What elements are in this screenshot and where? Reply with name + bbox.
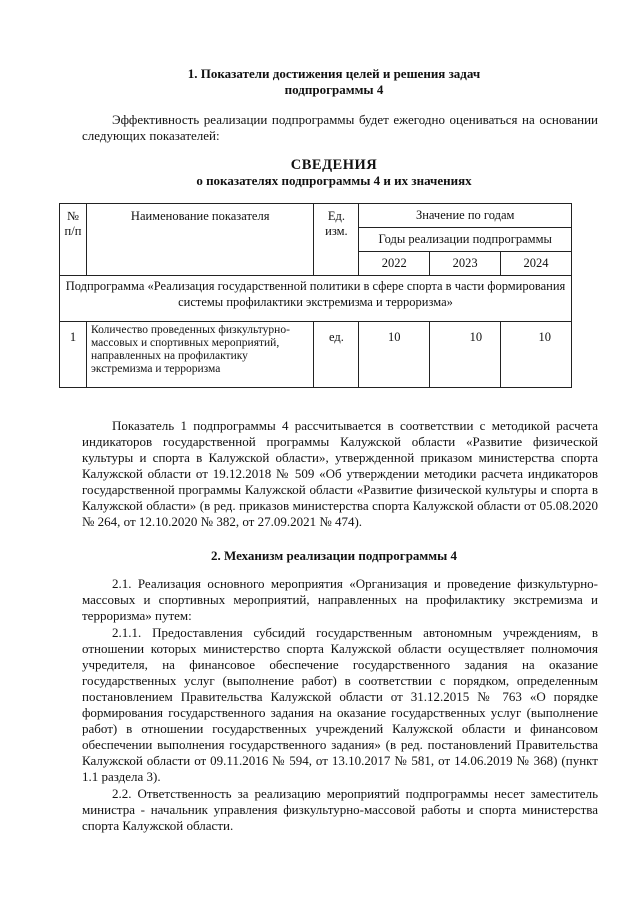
section2-p21-text: 2.1. Реализация основного мероприятия «Организация и проведение физкультурно-массовых и спортивных мероприятий, направленных на профилактику экстремизма и терроризма» путем: <box>82 576 598 623</box>
table-row <box>60 322 572 388</box>
table-cell-unit: ед. <box>314 322 359 388</box>
section2-p211 <box>82 625 598 785</box>
indicator-method-text: Показатель 1 подпрограммы 4 рассчитывается в соответствии с методикой расчета индикаторов государственной программы Калужской области «Развитие физической культуры и спорта в Калужской области», утвержденной приказом министерства спорта Калужской области от 19.12.2018 № 509 «Об утверждении методики расчета индикаторов государственной программы Калужской области «Развитие физической культуры и спорта в Калужской области» (в ред. приказов министерства спорта Калужской области от 05.08.2020 № 264, от 12.10.2020 № 382, от 27.09.2021 № 474). <box>82 418 598 529</box>
section1-heading-line1: 1. Показатели достижения целей и решения задач <box>187 66 481 81</box>
section1-heading <box>70 66 598 98</box>
svedeniya-heading <box>70 157 598 189</box>
section2-p21 <box>82 576 598 624</box>
table-subprogram-row: Подпрограмма «Реализация государственной политики в сфере спорта в части формирования системы профилактики экстремизма и терроризма» <box>60 276 572 322</box>
svedeniya-subtitle: о показателях подпрограммы 4 и их значениях <box>196 173 472 188</box>
section2-p22 <box>82 786 598 834</box>
svedeniya-title: СВЕДЕНИЯ <box>290 157 378 173</box>
table-cell-2023: 10 <box>430 322 501 388</box>
table-header-year-2023: 2023 <box>430 252 501 276</box>
table-header-years-label: Годы реализации подпрограммы <box>359 228 572 252</box>
indicators-table <box>59 203 572 388</box>
section2-p211-text: 2.1.1. Предоставления субсидий государственным автономным учреждениям, в отношении которых министерство спорта Калужской области осуществляет полномочия учредителя, на финансовое обеспечение государственного задания на оказание государственных услуг (выполнение работ) в соответствии с порядком, определенным постановлением Правительства Калужской области от 31.12.2015 № 763 «О порядке формирования государственного задания на оказание государственных услуг (выполнение работ) в отношении государственных учреждений Калужской области и финансовом обеспечении выполнения государственного задания» (в ред. постановлений Правительства Калужской области от 09.11.2016 № 594, от 13.10.2017 № 581, от 14.06.2019 № 368) (пункт 1.1 раздела 3). <box>82 625 598 784</box>
table-header-year-2024: 2024 <box>501 252 572 276</box>
table-cell-name: Количество проведенных физкультурно-массовых и спортивных мероприятий, направленных на профилактику экстремизма и терроризма <box>86 322 313 388</box>
section2-heading: 2. Механизм реализации подпрограммы 4 <box>210 548 458 563</box>
section1-intro <box>82 112 598 144</box>
table-cell-2024: 10 <box>501 322 572 388</box>
section2-p22-text: 2.2. Ответственность за реализацию мероприятий подпрограммы несет заместитель министра - начальник управления физкультурно-массовой работы и спорта министерства спорта Калужской области. <box>82 786 598 833</box>
table-header-num: № п/п <box>60 204 87 276</box>
table-cell-num: 1 <box>60 322 87 388</box>
indicator-method-paragraph <box>82 418 598 530</box>
section1-intro-text: Эффективность реализации подпрограммы будет ежегодно оцениваться на основании следующих показателей: <box>82 112 598 143</box>
table-header-year-2022: 2022 <box>359 252 430 276</box>
section1-heading-line2: подпрограммы 4 <box>284 82 384 97</box>
table-header-values: Значение по годам <box>359 204 572 228</box>
table-header-name: Наименование показателя <box>86 204 313 276</box>
table-cell-2022: 10 <box>359 322 430 388</box>
table-header-unit: Ед. изм. <box>314 204 359 276</box>
